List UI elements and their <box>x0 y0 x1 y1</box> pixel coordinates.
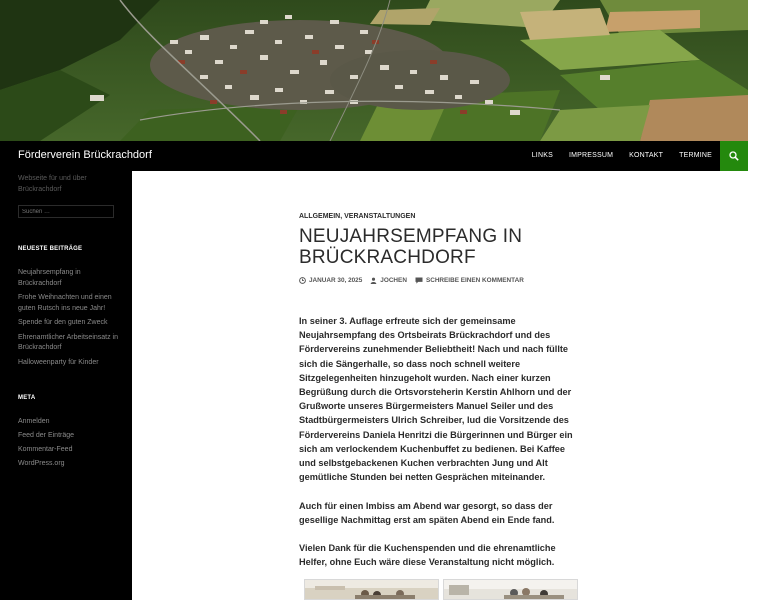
meta-link-comments-feed[interactable]: Kommentar-Feed <box>18 446 73 454</box>
post-author-label: JOCHEN <box>380 277 407 284</box>
list-item <box>18 358 118 369</box>
category-links <box>299 213 581 220</box>
list-item <box>18 333 118 354</box>
meta-link-login[interactable]: Anmelden <box>18 418 50 425</box>
recent-post-link[interactable]: Ehrenamtlicher Arbeitseinsatz in Brückrachdorf <box>18 333 118 351</box>
list-item <box>18 417 118 428</box>
post-title: NEUJAHRSEMPFANG IN BRÜCKRACHDORF <box>299 226 523 268</box>
gallery-image[interactable] <box>443 579 578 600</box>
site-description: Webseite für und über Brückrachdorf <box>18 175 87 193</box>
post-date-label: JANUAR 30, 2025 <box>309 277 363 284</box>
nav-item-impressum[interactable]: IMPRESSUM <box>568 152 614 159</box>
post-article <box>299 213 581 584</box>
category-link[interactable]: ALLGEMEIN, VERANSTALTUNGEN <box>299 213 416 220</box>
recent-post-link[interactable]: Spende für den guten Zweck <box>18 319 108 326</box>
primary-navigation <box>524 141 720 171</box>
nav-item-kontakt[interactable]: KONTAKT <box>629 152 664 159</box>
meta-title: META <box>18 395 36 401</box>
list-item <box>18 318 118 329</box>
nav-item-links[interactable]: LINKS <box>531 152 553 159</box>
search-toggle[interactable] <box>720 141 748 171</box>
masthead <box>0 141 748 171</box>
user-icon <box>370 277 377 284</box>
post-author[interactable] <box>370 277 407 284</box>
post-paragraph: In seiner 3. Auflage erfreute sich der gemeinsame Neujahrsempfang des Ortsbeirats Brückrachdorf und des Fördervereins zunehmender Beliebtheit! Nach und nach füllte sich die Sängerhalle, so dass noch schnell weitere Sitzgelegenheiten hinzugeholt wurden. Nach einer kurzen Begrüßung durch die Ortsvorsteherin Kerstin Ahlhorn und der Grußworte unseres Bürgermeisters Manuel Seiler und des Stadtbürgermeisters Ulrich Schreiber, lud die Vorsitzende des Fördervereins Daniela Henritzi die Bürgerinnen und Bürger ein sich am verlockendem Kuchenbuffet zu bedienen. Bei Kaffee und selbstgebackenen Kuchen verbrachten Jung und Alt gemütliche Stunden bei netten Gesprächen miteinander. <box>299 316 573 483</box>
right-gutter <box>748 0 760 600</box>
gallery-image[interactable] <box>304 579 439 600</box>
meta-link-wordpress[interactable]: WordPress.org <box>18 460 65 468</box>
site-title[interactable]: Förderverein Brückrachdorf <box>18 149 152 161</box>
recent-posts-list <box>18 268 118 368</box>
clock-icon <box>299 277 306 284</box>
sidebar <box>0 171 132 600</box>
meta-list <box>18 417 118 470</box>
list-item <box>18 268 118 289</box>
comment-icon <box>415 277 423 284</box>
main-content <box>132 171 748 600</box>
meta-link-entries-feed[interactable]: Feed der Einträge <box>18 432 75 440</box>
post-content <box>299 314 581 570</box>
post-paragraph: Vielen Dank für die Kuchenspenden und die ehrenamtliche Helfer, ohne Euch wäre diese Veranstaltung nicht möglich. <box>299 543 556 568</box>
recent-posts-title: NEUESTE BEITRÄGE <box>18 246 83 252</box>
post-paragraph: Auch für einen Imbiss am Abend war gesorgt, so dass der gesellige Nachmittag erst am späten Abend ein Ende fand. <box>299 500 555 525</box>
search-icon <box>729 151 739 161</box>
post-date[interactable] <box>299 277 362 284</box>
post-gallery <box>304 579 578 600</box>
comment-link-label: SCHREIBE EINEN KOMMENTAR <box>425 277 524 284</box>
meta-widget <box>18 395 118 473</box>
post-meta <box>299 277 581 284</box>
comment-link[interactable] <box>415 277 524 284</box>
recent-post-link[interactable]: Frohe Weihnachten und einen guten Rutsch ins neue Jahr! <box>18 294 112 312</box>
list-item <box>18 293 118 314</box>
sidebar-search-input[interactable] <box>18 205 114 218</box>
list-item <box>18 445 118 456</box>
recent-post-link[interactable]: Neujahrsempfang in Brückrachdorf <box>18 269 81 287</box>
list-item <box>18 431 118 442</box>
recent-posts-widget <box>18 246 118 372</box>
header-image <box>0 0 748 141</box>
nav-item-termine[interactable]: TERMINE <box>679 152 712 159</box>
list-item <box>18 459 118 470</box>
recent-post-link[interactable]: Halloweenparty für Kinder <box>18 358 99 366</box>
